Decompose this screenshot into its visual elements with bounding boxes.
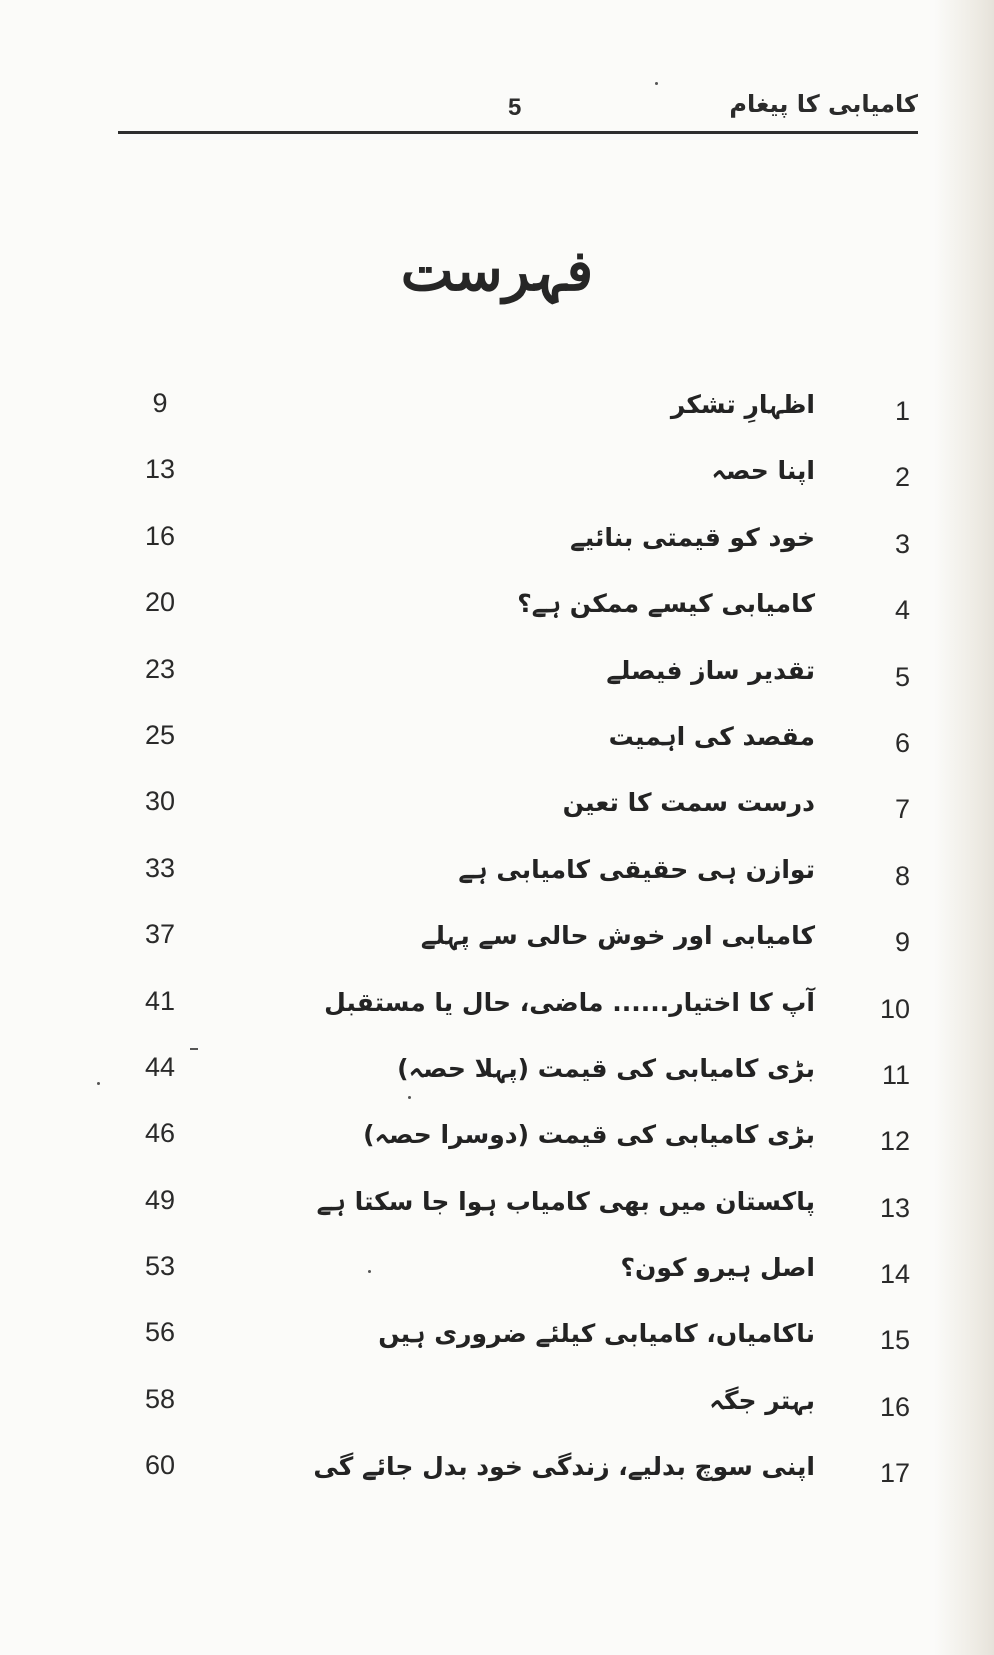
chapter-page: 58 [144,1383,176,1414]
chapter-page: 46 [144,1118,176,1149]
toc-entry [130,718,910,784]
chapter-title: اپنی سوچ بدلیے، زندگی خود بدل جائے گی [313,1452,815,1482]
chapter-number: 13 [879,1192,910,1223]
chapter-number: 10 [879,993,910,1024]
chapter-title: اصل ہیرو کون؟ [620,1253,815,1283]
scan-speck [190,1048,198,1050]
chapter-title: توازن ہی حقیقی کامیابی ہے [458,854,815,884]
chapter-number: 9 [894,927,910,958]
chapter-title: کامیابی اور خوش حالی سے پہلے [420,921,815,951]
chapter-page: 44 [144,1051,176,1082]
running-header [118,90,918,136]
toc-entry [130,652,910,718]
chapter-title: ناکامیاں، کامیابی کیلئے ضروری ہیں [378,1319,815,1349]
chapter-title: اپنا حصہ [711,456,815,486]
toc-entry [130,1315,910,1381]
chapter-page: 49 [144,1184,176,1215]
chapter-page: 30 [144,786,176,817]
chapter-page: 25 [144,719,176,750]
toc-entry [130,519,910,585]
toc-entry [130,452,910,518]
chapter-page: 37 [144,919,176,950]
chapter-page: 23 [144,653,176,684]
toc-entry [130,851,910,917]
header-rule [118,131,918,134]
chapter-page: 33 [144,852,176,883]
scan-speck [655,82,658,85]
toc-entry [130,1183,910,1249]
chapter-page: 9 [152,388,168,418]
toc-entry [130,917,910,983]
toc-entry [130,585,910,651]
toc-entry [130,1448,910,1514]
chapter-number: 12 [879,1126,910,1157]
chapter-title: درست سمت کا تعین [562,788,815,818]
chapter-title: اظہارِ تشکر [670,390,815,419]
chapter-number: 6 [894,727,910,758]
page-number: 5 [508,94,522,121]
table-of-contents [130,386,910,1515]
chapter-number: 5 [894,661,910,692]
chapter-title: مقصد کی اہمیت [608,721,815,751]
chapter-number: 7 [894,794,910,825]
toc-entry [130,1382,910,1448]
chapter-page: 41 [144,985,176,1016]
chapter-page: 53 [144,1251,176,1282]
chapter-number: 11 [881,1059,910,1090]
scan-speck [97,1082,100,1085]
chapter-page: 20 [144,587,176,618]
chapter-number: 2 [894,462,910,493]
chapter-title: بڑی کامیابی کی قیمت (پہلا حصہ) [397,1053,815,1083]
chapter-title: خود کو قیمتی بنائیے [570,522,815,552]
scan-speck [368,1270,371,1273]
chapter-page: 56 [144,1317,176,1348]
chapter-page: 60 [144,1450,176,1481]
scan-speck [408,1096,411,1099]
chapter-number: 8 [894,860,910,891]
chapter-number: 1 [894,396,910,426]
chapter-title: تقدیر ساز فیصلے [606,655,815,685]
toc-entry [130,386,910,452]
book-title: کامیابی کا پیغام [729,90,918,118]
toc-entry [130,1050,910,1116]
chapter-number: 16 [879,1391,910,1422]
toc-entry [130,1249,910,1315]
chapter-page: 13 [144,454,176,485]
chapter-title: پاکستان میں بھی کامیاب ہوا جا سکتا ہے [316,1186,815,1216]
chapter-number: 3 [894,528,910,559]
chapter-page: 16 [144,520,176,551]
toc-entry [130,1116,910,1182]
chapter-number: 4 [894,595,910,626]
chapter-title: بڑی کامیابی کی قیمت (دوسرا حصہ) [363,1120,815,1150]
toc-entry [130,784,910,850]
page-edge-shadow [934,0,994,1655]
chapter-number: 15 [879,1325,910,1356]
chapter-title: بہتر جگہ [709,1385,815,1415]
chapter-number: 14 [879,1259,910,1290]
chapter-title: آپ کا اختیار...... ماضی، حال یا مستقبل [324,987,815,1017]
chapter-title: کامیابی کیسے ممکن ہے؟ [517,589,815,619]
toc-title: فہرست [400,238,594,304]
chapter-number: 17 [879,1458,910,1489]
toc-entry [130,984,910,1050]
